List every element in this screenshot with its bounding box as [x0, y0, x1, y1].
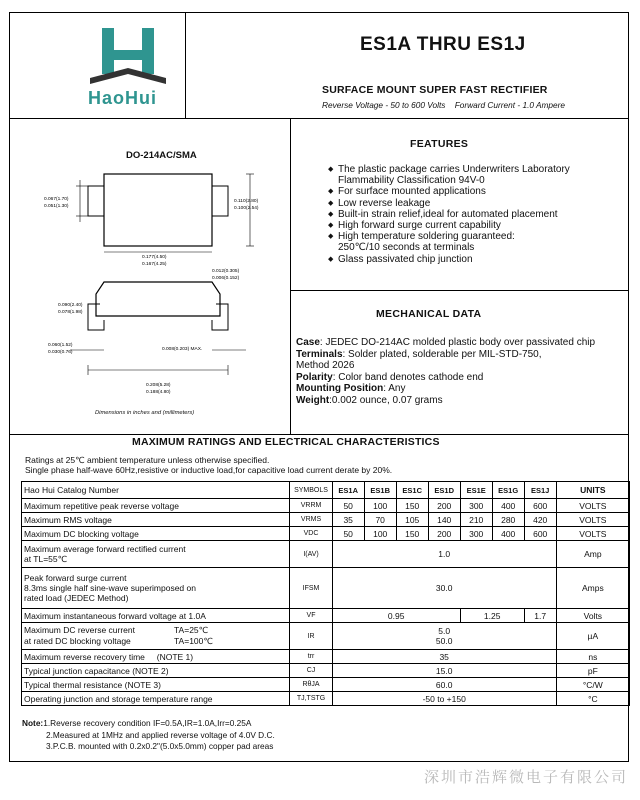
notes: Note:1.Reverse recovery condition IF=0.5A,IR=1.0A,Irr=0.25A 2.Measured at 1MHz and applied reverse voltage of 4.0V D.C. 3.P.C.B. mounted with 0.2x0.2"(5.0x5.0mm) copper pad areas — [22, 718, 275, 751]
dim-d13: 0.008(0.203) MAX. — [162, 347, 203, 352]
table-row: Typical thermal resistance (NOTE 3) RθJA 60.0 °C/W — [22, 678, 630, 692]
table-row: Maximum repetitive peak reverse voltage VRRM 50 100 150 200 300 400 600 VOLTS — [22, 499, 630, 513]
package-outline-drawing — [26, 160, 284, 410]
feature-item: 250℃/10 seconds at terminals — [338, 242, 475, 254]
table-row: Maximum average forward rectified current at TL=55℃ I(AV) 1.0 Amp — [22, 541, 630, 568]
column-divider — [290, 118, 291, 434]
logo-text: HaoHui — [88, 88, 157, 108]
table-row: Maximum reverse recovery time (NOTE 1) trr 35 ns — [22, 650, 630, 664]
table-row: Typical junction capacitance (NOTE 2) CJ 15.0 pF — [22, 664, 630, 678]
table-row: Peak forward surge current 8.3ms single half sine-wave superimposed on rated load (JEDEC Method) IFSM 30.0 Amps — [22, 568, 630, 609]
feature-item: ◆ Glass passivated chip junction — [328, 253, 473, 265]
reverse-voltage-summary: Reverse Voltage - 50 to 600 Volts — [322, 100, 446, 110]
dim-d8: 0.006(0.152) — [212, 276, 240, 281]
feature-item: ◆ High forward surge current capability — [328, 220, 501, 232]
dim-d6: 0.167(4.25) — [142, 262, 167, 267]
features-list — [328, 164, 570, 265]
table-row: Maximum DC blocking voltage VDC 50 100 150 200 300 400 600 VOLTS — [22, 527, 630, 541]
features-divider — [290, 290, 629, 291]
dim-d3: 0.110(2.80) — [234, 199, 259, 204]
feature-item: ◆ Low reverse leakage — [328, 197, 431, 209]
bullet-icon: ◆ — [328, 255, 334, 263]
header-divider — [9, 118, 629, 119]
ratings-table — [21, 481, 630, 706]
table-row: Maximum instantaneous forward voltage at 1.0A VF 0.95 1.25 1.7 Volts — [22, 609, 630, 623]
company-watermark: 深圳市浩辉微电子有限公司 — [423, 768, 628, 786]
bullet-icon: ◆ — [328, 188, 334, 196]
feature-item: ◆ Built-in strain relief,ideal for automated placement — [328, 208, 558, 220]
feature-item: ◆ The plastic package carries Underwriters Laboratory — [328, 164, 570, 175]
bullet-icon: ◆ — [328, 166, 334, 173]
logo-divider — [185, 12, 186, 118]
product-subtitle: SURFACE MOUNT SUPER FAST RECTIFIER — [322, 84, 548, 96]
ratings-title: MAXIMUM RATINGS AND ELECTRICAL CHARACTERISTICS — [132, 436, 440, 448]
features-title: FEATURES — [410, 138, 469, 150]
feature-item: ◆ High temperature soldering guaranteed: — [328, 231, 515, 243]
ratings-divider — [9, 434, 629, 435]
dim-d11: 0.060(1.52) — [48, 343, 73, 348]
mechanical-data: Case: JEDEC DO-214AC molded plastic body over passivated chip Terminals: Solder plated, solderable per MIL-STD-750, Method 2026 Polarity: Color band denotes cathode end Mounting Position: Any Weight:0.002 ounce, 0.07 grams — [296, 337, 596, 406]
bullet-icon: ◆ — [328, 210, 334, 218]
dim-d2: 0.051(1.30) — [44, 204, 69, 209]
dim-d9: 0.090(2.40) — [58, 303, 83, 308]
mechanical-title: MECHANICAL DATA — [376, 308, 482, 320]
dim-d12: 0.030(0.76) — [48, 350, 73, 355]
rating-summary — [322, 100, 565, 110]
table-row: Maximum DC reverse current TA=25℃ at rated DC blocking voltage TA=100℃ IR 5.0 50.0 µA — [22, 623, 630, 650]
table-row: Maximum RMS voltage VRMS 35 70 105 140 210 280 420 VOLTS — [22, 513, 630, 527]
feature-item: ◆ For surface mounted applications — [328, 186, 486, 198]
bullet-icon: ◆ — [328, 199, 334, 207]
dim-d15: 0.188(4.80) — [146, 390, 171, 395]
haohui-logo-icon — [88, 26, 168, 86]
forward-current-summary: Forward Current - 1.0 Ampere — [454, 100, 566, 110]
dim-d1: 0.067(1.70) — [44, 197, 69, 202]
dim-d14: 0.208(5.28) — [146, 383, 171, 388]
dim-d5: 0.177(4.50) — [142, 255, 167, 260]
page-title: ES1A THRU ES1J — [360, 34, 526, 55]
feature-item: Flammability Classification 94V-0 — [338, 175, 485, 187]
dim-d7: 0.012(0.305) — [212, 269, 240, 274]
dimensions-note: Dimensions in inches and (millimeters) — [95, 410, 195, 416]
ratings-note: Ratings at 25℃ ambient temperature unless otherwise specified. Single phase half-wave 60Hz,resistive or inductive load,for capacitive load current derate by 20%. — [25, 455, 393, 475]
dim-d4: 0.100(2.54) — [234, 206, 259, 211]
bullet-icon: ◆ — [328, 222, 334, 230]
bullet-icon: ◆ — [328, 233, 334, 241]
dim-d10: 0.078(1.98) — [58, 310, 83, 315]
table-header-row: Hao Hui Catalog Number SYMBOLS ES1A ES1B ES1C ES1D ES1E ES1G ES1J UNITS — [22, 482, 630, 499]
package-label: DO-214AC/SMA — [126, 150, 197, 161]
table-row: Operating junction and storage temperature range TJ,TSTG -50 to +150 °C — [22, 692, 630, 706]
